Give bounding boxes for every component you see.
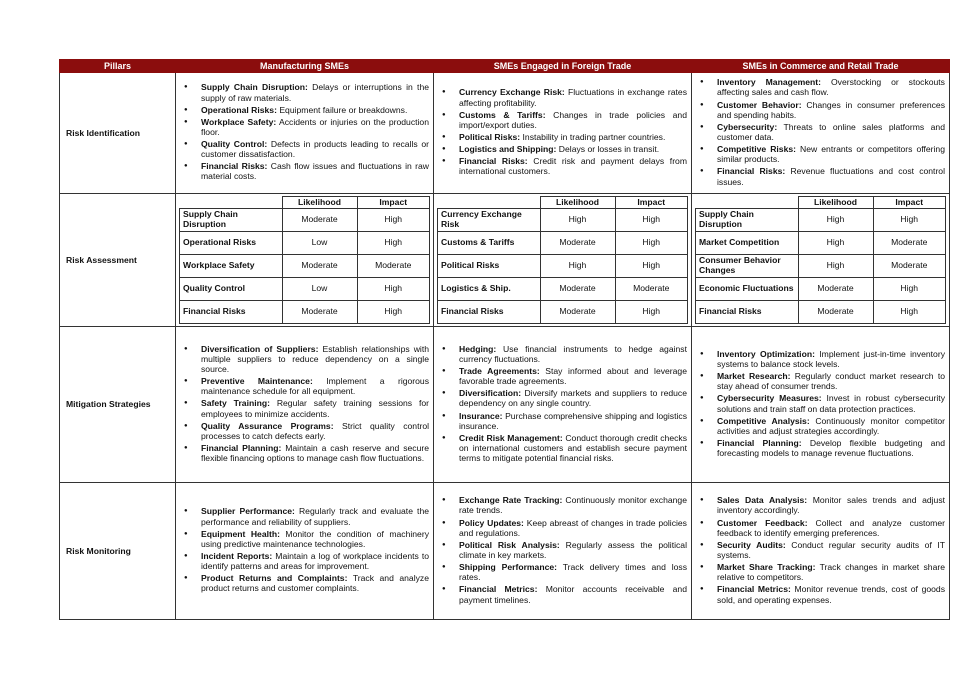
- list-item: [440, 540, 687, 560]
- likelihood-value: Moderate: [798, 300, 873, 323]
- item-term: Incident Reports:: [201, 551, 273, 561]
- likelihood-value: Low: [282, 277, 357, 300]
- item-text: Develop flexible budgeting and forecasting models to manage revenue fluctuations.: [717, 437, 945, 459]
- likelihood-value: Moderate: [798, 277, 873, 300]
- item-term: Credit Risk Management:: [459, 432, 563, 443]
- likelihood-header: Likelihood: [798, 197, 873, 208]
- item-text: Conduct thorough credit checks on international customers and establish secure payment terms to mitigate potential financial risks.: [459, 432, 687, 464]
- item-term: Cybersecurity Measures:: [717, 393, 822, 404]
- list-item: [182, 139, 429, 159]
- item-text: Strict quality control processes to catch defects early.: [201, 420, 430, 441]
- risk-name: Financial Risks: [180, 300, 283, 323]
- list-item: [182, 421, 429, 441]
- item-term: Financial Risks:: [717, 166, 786, 177]
- impact-value: High: [873, 300, 946, 323]
- assessment-table: [437, 196, 688, 323]
- likelihood-value: Moderate: [540, 277, 615, 300]
- item-text: Instability in trading partner countries.: [520, 132, 666, 142]
- list-item: [182, 506, 429, 526]
- item-term: Market Share Tracking:: [717, 562, 816, 573]
- assessment-row: [180, 208, 430, 231]
- assessment-row: [696, 231, 946, 254]
- likelihood-value: Moderate: [282, 208, 357, 231]
- assessment-row: [438, 231, 688, 254]
- assessment-row: [438, 300, 688, 323]
- impact-value: High: [357, 277, 430, 300]
- pillar-label: Risk Monitoring: [60, 483, 176, 620]
- item-text: Conduct regular security audits of IT systems.: [717, 539, 945, 560]
- list-item: [440, 518, 687, 538]
- row-risk-monitoring: [60, 483, 950, 620]
- item-text: Monitor sales trends and adjust inventory accordingly.: [717, 495, 945, 516]
- pillar-label: Risk Identification: [60, 73, 176, 194]
- likelihood-value: High: [798, 254, 873, 277]
- item-term: Policy Updates:: [459, 517, 524, 528]
- bullet-list: [434, 493, 691, 608]
- item-term: Equipment Health:: [201, 528, 280, 539]
- item-term: Financial Metrics:: [717, 584, 791, 595]
- likelihood-value: High: [540, 254, 615, 277]
- item-term: Financial Risks:: [201, 161, 268, 172]
- item-term: Insurance:: [459, 410, 503, 421]
- item-text: Regularly assess the political climate in key markets.: [459, 539, 687, 560]
- list-item: [698, 518, 945, 538]
- impact-value: High: [873, 208, 946, 231]
- assessment-row: [696, 300, 946, 323]
- assessment-row: [438, 254, 688, 277]
- item-term: Inventory Optimization:: [717, 348, 815, 359]
- list-item: [440, 388, 687, 408]
- pillar-label: Risk Assessment: [60, 194, 176, 327]
- item-text: Equipment failure or breakdowns.: [276, 104, 408, 115]
- bullet-list: [176, 80, 433, 185]
- list-item: [440, 366, 687, 386]
- item-text: Regularly track and evaluate the performance and reliability of suppliers.: [201, 506, 430, 527]
- risk-name: Supply Chain Disruption: [696, 208, 799, 231]
- item-text: Track delivery times and loss rates.: [459, 562, 687, 583]
- impact-value: High: [357, 208, 430, 231]
- impact-value: High: [615, 208, 688, 231]
- item-term: Customer Feedback:: [717, 517, 808, 528]
- likelihood-value: High: [798, 208, 873, 231]
- list-item: [182, 376, 429, 396]
- item-term: Logistics and Shipping:: [459, 144, 557, 155]
- bullet-list: [692, 493, 949, 608]
- assessment-row: [438, 277, 688, 300]
- list-item: [698, 416, 945, 436]
- item-text: Collect and analyze customer feedback to identify emerging preferences.: [717, 517, 945, 538]
- item-text: Cash flow issues and fluctuations in raw material costs.: [201, 161, 429, 182]
- item-term: Financial Planning:: [201, 442, 282, 453]
- item-text: Revenue fluctuations and cost control issues.: [717, 166, 945, 187]
- item-text: Fluctuations in exchange rates affecting profitability.: [459, 87, 687, 108]
- list-item: [182, 82, 429, 102]
- list-item: [440, 156, 687, 176]
- risk-name: Political Risks: [438, 254, 541, 277]
- assessment-row: [696, 208, 946, 231]
- assessment-row: [180, 277, 430, 300]
- list-item: [182, 398, 429, 418]
- header-retail: SMEs in Commerce and Retail Trade: [692, 60, 950, 73]
- likelihood-value: Moderate: [282, 254, 357, 277]
- item-term: Product Returns and Complaints:: [201, 573, 348, 584]
- impact-value: Moderate: [873, 231, 946, 254]
- header-foreign-trade: SMEs Engaged in Foreign Trade: [434, 60, 692, 73]
- item-term: Competitive Risks:: [717, 144, 797, 155]
- list-item: [440, 562, 687, 582]
- list-item: [698, 495, 945, 515]
- list-item: [440, 132, 687, 142]
- item-text: Overstocking or stockouts affecting sales and cash flow.: [717, 77, 945, 98]
- risk-name: Customs & Tariffs: [438, 231, 541, 254]
- item-text: Monitor revenue trends, cost of goods sold, and operating expenses.: [717, 584, 945, 605]
- risk-name: Supply Chain Disruption: [180, 208, 283, 231]
- item-term: Currency Exchange Risk:: [459, 87, 565, 98]
- list-item: [182, 105, 429, 115]
- item-term: Operational Risks:: [201, 104, 277, 115]
- list-item: [440, 110, 687, 130]
- list-item: [698, 393, 945, 413]
- assessment-table: [695, 196, 946, 323]
- bullet-list: [434, 342, 691, 468]
- list-item: [182, 161, 429, 181]
- item-text: Changes in trade policies and import/export duties.: [459, 109, 687, 130]
- risk-name: Market Competition: [696, 231, 799, 254]
- list-item: [698, 166, 945, 186]
- assessment-row: [180, 231, 430, 254]
- list-item: [698, 144, 945, 164]
- risk-name: Currency Exchange Risk: [438, 208, 541, 231]
- assessment-table: [179, 196, 430, 323]
- item-text: Regularly conduct market research to stay ahead of consumer trends.: [717, 371, 945, 392]
- item-term: Market Research:: [717, 371, 791, 382]
- item-text: Continuously monitor exchange rate trends.: [459, 495, 687, 516]
- item-text: Continuously monitor competitor activities and adjust strategies accordingly.: [717, 415, 946, 436]
- list-item: [182, 551, 429, 571]
- list-item: [182, 573, 429, 593]
- likelihood-header: Likelihood: [282, 197, 357, 208]
- item-text: Credit risk and payment delays from international customers.: [459, 156, 687, 177]
- list-item: [440, 433, 687, 463]
- bullet-list: [692, 347, 949, 462]
- list-item: [698, 584, 945, 604]
- item-term: Competitive Analysis:: [717, 415, 810, 426]
- item-text: Monitor the condition of machinery using predictive maintenance technologies.: [201, 528, 429, 549]
- item-text: Stay informed about and leverage favorable trade agreements.: [459, 366, 687, 387]
- impact-value: High: [615, 254, 688, 277]
- item-text: Establish relationships with multiple suppliers to reduce dependency on a single source.: [201, 343, 429, 374]
- likelihood-value: High: [540, 208, 615, 231]
- item-text: New entrants or competitors offering similar products.: [717, 144, 945, 165]
- assessment-header-row: [696, 197, 946, 208]
- item-text: Use financial instruments to hedge against currency fluctuations.: [459, 343, 687, 364]
- item-text: Diversify markets and suppliers to reduce dependency on any single country.: [459, 388, 687, 409]
- item-text: Track changes in market share relative to competitors.: [717, 562, 945, 583]
- likelihood-value: High: [798, 231, 873, 254]
- list-item: [440, 411, 687, 431]
- risk-name: Economic Fluctuations: [696, 277, 799, 300]
- item-text: Track and analyze product returns and customer complaints.: [201, 573, 429, 594]
- item-term: Supply Chain Disruption:: [201, 82, 308, 93]
- list-item: [440, 87, 687, 107]
- blank-header: [438, 197, 541, 208]
- risk-name: Operational Risks: [180, 231, 283, 254]
- list-item: [440, 495, 687, 515]
- impact-value: Moderate: [873, 254, 946, 277]
- item-text: Defects in products leading to recalls or customer dissatisfaction.: [201, 139, 429, 160]
- assessment-row: [696, 277, 946, 300]
- blank-header: [180, 197, 283, 208]
- bullet-list: [176, 342, 433, 468]
- risk-name: Consumer Behavior Changes: [696, 254, 799, 277]
- list-item: [440, 584, 687, 604]
- item-term: Security Audits:: [717, 539, 786, 550]
- list-item: [182, 443, 429, 463]
- risk-name: Logistics & Ship.: [438, 277, 541, 300]
- item-term: Customs & Tariffs:: [459, 109, 546, 120]
- item-term: Workplace Safety:: [201, 116, 277, 127]
- item-term: Diversification of Suppliers:: [201, 343, 319, 354]
- bullet-list: [434, 85, 691, 180]
- impact-value: High: [615, 300, 688, 323]
- impact-value: Moderate: [615, 277, 688, 300]
- list-item: [698, 540, 945, 560]
- pillar-label: Mitigation Strategies: [60, 327, 176, 483]
- impact-header: Impact: [357, 197, 430, 208]
- item-term: Financial Risks:: [459, 156, 528, 167]
- row-mitigation-strategies: [60, 327, 950, 483]
- item-text: Monitor accounts receivable and payment timelines.: [459, 584, 687, 605]
- likelihood-value: Moderate: [282, 300, 357, 323]
- item-text: Purchase comprehensive shipping and logistics insurance.: [459, 410, 687, 431]
- assessment-row: [696, 254, 946, 277]
- item-term: Hedging:: [459, 343, 497, 354]
- item-text: Implement just-in-time inventory systems to balance stock levels.: [717, 348, 945, 369]
- item-term: Trade Agreements:: [459, 366, 540, 376]
- impact-header: Impact: [615, 197, 688, 208]
- assessment-header-row: [438, 197, 688, 208]
- risk-name: Financial Risks: [696, 300, 799, 323]
- item-term: Exchange Rate Tracking:: [459, 495, 563, 506]
- impact-value: High: [873, 277, 946, 300]
- header-row: [60, 60, 950, 73]
- list-item: [698, 438, 945, 458]
- item-text: Changes in consumer preferences and spending habits.: [717, 99, 945, 120]
- item-text: Delays or interruptions in the supply of raw materials.: [201, 82, 430, 103]
- likelihood-value: Moderate: [540, 300, 615, 323]
- list-item: [182, 344, 429, 374]
- assessment-row: [180, 300, 430, 323]
- item-term: Quality Control:: [201, 139, 268, 150]
- list-item: [698, 371, 945, 391]
- list-item: [182, 117, 429, 137]
- item-text: Maintain a log of workplace incidents to identify patterns and areas for improvement.: [201, 551, 429, 572]
- header-manufacturing: Manufacturing SMEs: [176, 60, 434, 73]
- item-term: Cybersecurity:: [717, 121, 778, 132]
- item-term: Political Risk Analysis:: [459, 539, 560, 550]
- row-risk-assessment: [60, 194, 950, 327]
- bullet-list: [176, 504, 433, 597]
- list-item: [182, 529, 429, 549]
- assessment-row: [180, 254, 430, 277]
- item-text: Keep abreast of changes in trade policies and regulations.: [459, 517, 687, 538]
- item-term: Quality Assurance Programs:: [201, 420, 334, 431]
- item-text: Accidents or injuries on the production floor.: [201, 116, 429, 137]
- item-term: Financial Metrics:: [459, 584, 538, 595]
- likelihood-header: Likelihood: [540, 197, 615, 208]
- list-item: [698, 562, 945, 582]
- item-term: Diversification:: [459, 388, 522, 399]
- bullet-list: [692, 75, 949, 190]
- risk-name: Quality Control: [180, 277, 283, 300]
- row-risk-identification: [60, 73, 950, 194]
- list-item: [698, 77, 945, 97]
- list-item: [440, 344, 687, 364]
- item-text: Implement a rigorous maintenance schedule for all equipment.: [201, 376, 430, 397]
- item-term: Political Risks:: [459, 132, 521, 142]
- item-text: Invest in robust cybersecurity solutions and train staff on data protection practices.: [717, 393, 945, 414]
- item-text: Threats to online sales platforms and customer data.: [717, 121, 945, 142]
- item-text: Maintain a cash reserve and secure flexible financing options to manage cash flow fluctuations.: [201, 442, 429, 464]
- item-text: Delays or losses in transit.: [556, 144, 660, 155]
- impact-value: High: [357, 300, 430, 323]
- list-item: [440, 144, 687, 154]
- item-term: Customer Behavior:: [717, 99, 802, 110]
- impact-value: Moderate: [357, 254, 430, 277]
- assessment-header-row: [180, 197, 430, 208]
- likelihood-value: Moderate: [540, 231, 615, 254]
- impact-value: High: [615, 231, 688, 254]
- list-item: [698, 100, 945, 120]
- assessment-row: [438, 208, 688, 231]
- item-term: Sales Data Analysis:: [717, 495, 808, 506]
- likelihood-value: Low: [282, 231, 357, 254]
- list-item: [698, 349, 945, 369]
- impact-header: Impact: [873, 197, 946, 208]
- list-item: [698, 122, 945, 142]
- item-term: Safety Training:: [201, 398, 270, 409]
- item-term: Supplier Performance:: [201, 506, 295, 517]
- item-term: Financial Planning:: [717, 437, 802, 448]
- item-term: Preventive Maintenance:: [201, 376, 313, 387]
- impact-value: High: [357, 231, 430, 254]
- item-text: Regular safety training sessions for employees to minimize accidents.: [201, 398, 429, 419]
- risk-name: Financial Risks: [438, 300, 541, 323]
- risk-management-table: [59, 59, 950, 620]
- item-term: Shipping Performance:: [459, 562, 557, 573]
- blank-header: [696, 197, 799, 208]
- header-pillars: Pillars: [60, 60, 176, 73]
- item-term: Inventory Management:: [717, 77, 822, 88]
- risk-name: Workplace Safety: [180, 254, 283, 277]
